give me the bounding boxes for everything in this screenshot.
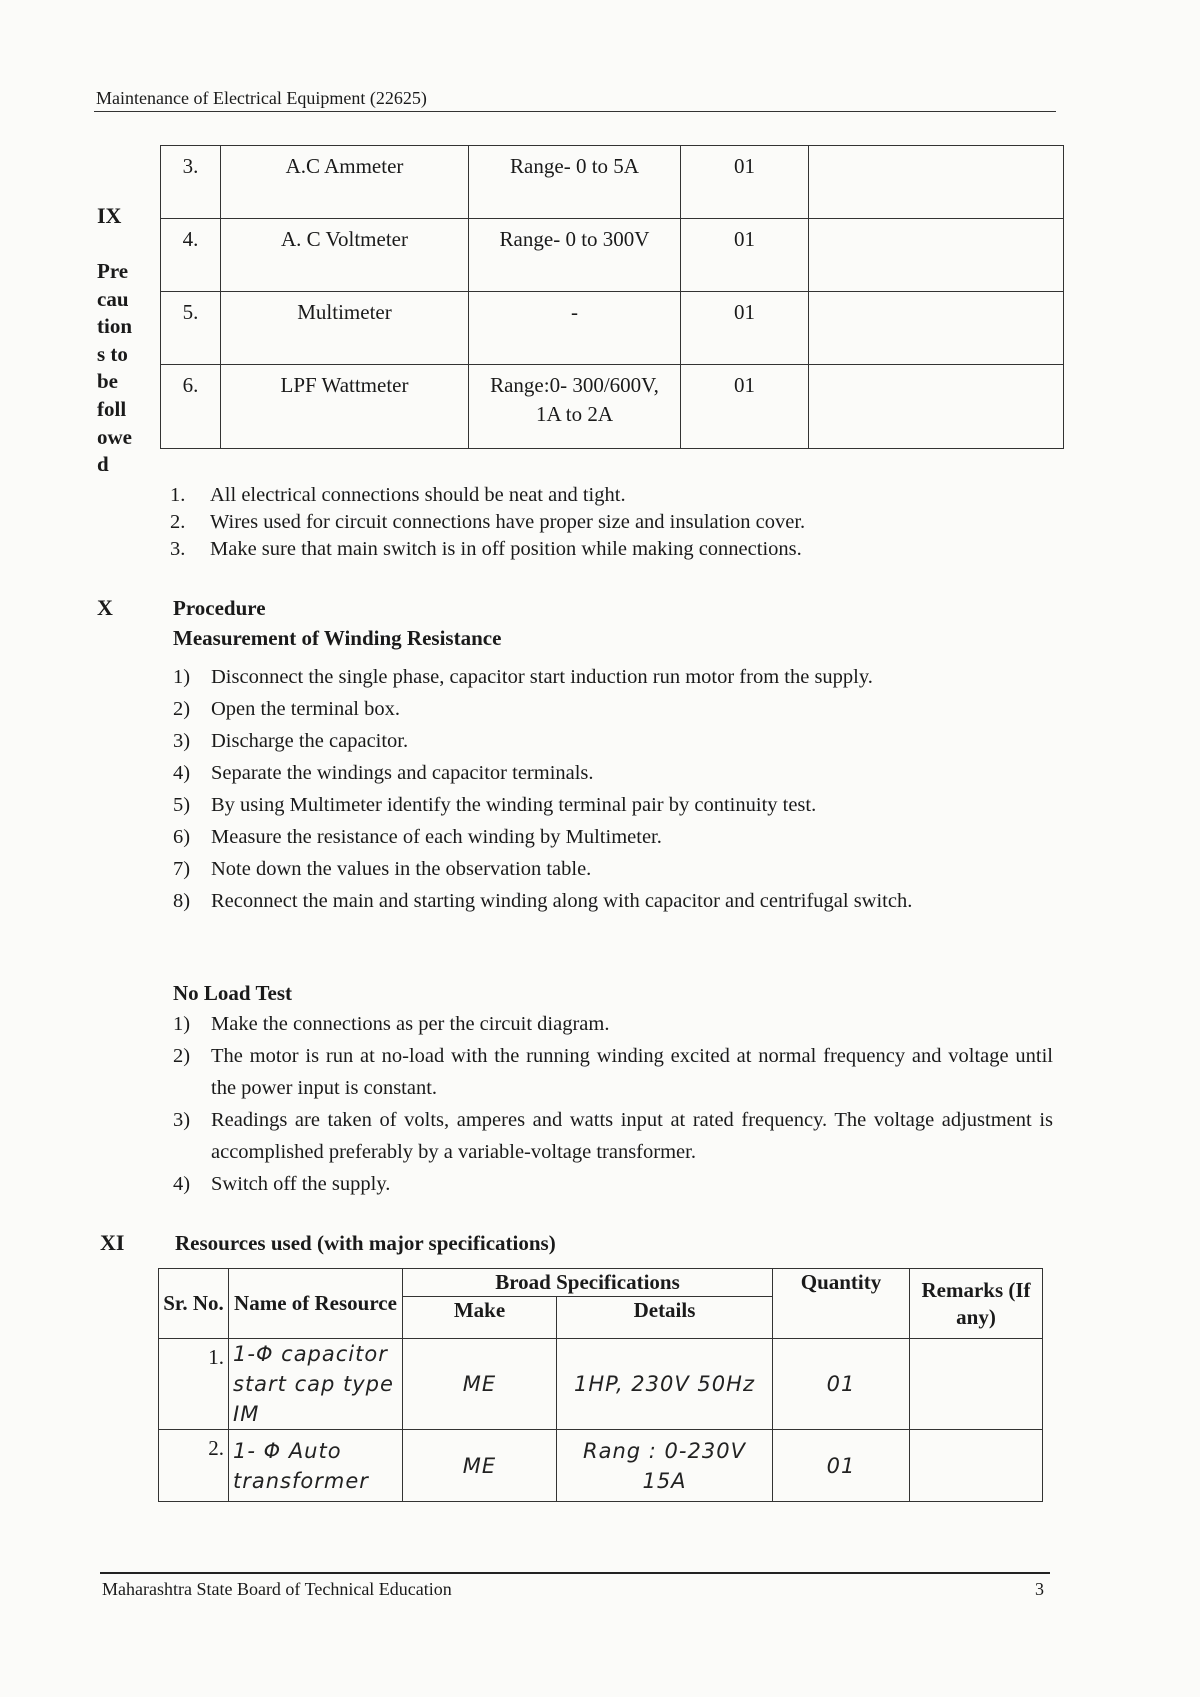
remarks-cell [910, 1339, 1043, 1430]
page-header-title: Maintenance of Electrical Equipment (22625) [96, 88, 427, 108]
sr-cell: 4. [161, 219, 221, 292]
quantity-cell: 01 [773, 1430, 910, 1502]
resource-name-cell: 1-Φ capacitor start cap type IM [229, 1339, 403, 1430]
list-item [173, 693, 1053, 725]
remarks-cell [809, 292, 1064, 365]
col-header-details: Details [557, 1297, 773, 1339]
step-number: 5) [173, 794, 191, 816]
sr-cell: 1. [159, 1339, 229, 1430]
quantity-cell: 01 [681, 146, 809, 219]
remarks-cell [809, 365, 1064, 449]
header-divider [94, 111, 1056, 112]
step-number: 6) [173, 826, 191, 848]
col-header-make: Make [403, 1297, 557, 1339]
no-load-test-heading: No Load Test [173, 981, 293, 1005]
step-number: 3) [173, 730, 191, 752]
list-item [173, 1008, 1053, 1040]
step-text: Separate the windings and capacitor terminals. [211, 762, 594, 784]
item-text: All electrical connections should be neat and tight. [210, 484, 626, 506]
resources-table [158, 1268, 1043, 1502]
step-number: 2) [173, 1045, 191, 1067]
make-cell: ME [403, 1339, 557, 1430]
item-number: 1. [170, 484, 186, 506]
list-item [173, 725, 1053, 757]
step-text: Readings are taken of volts, amperes and watts input at rated frequency. The voltage adjustment is accomplished preferably by a variable-voltage transformer. [211, 1109, 1053, 1163]
step-number: 2) [173, 698, 191, 720]
list-item [173, 757, 1053, 789]
col-header-name: Name of Resource [229, 1269, 403, 1339]
quantity-cell: 01 [773, 1339, 910, 1430]
equipment-name-cell: A. C Voltmeter [221, 219, 469, 292]
sr-cell: 5. [161, 292, 221, 365]
list-item [173, 789, 1053, 821]
step-number: 8) [173, 890, 191, 912]
heading-fragment: Pre [97, 259, 129, 283]
resource-name-cell: 1- Φ Auto transformer [229, 1430, 403, 1502]
section-number-ix: IX [97, 203, 122, 228]
quantity-cell: 01 [681, 219, 809, 292]
details-cell: 1HP, 230V 50Hz [557, 1339, 773, 1430]
item-text: Make sure that main switch is in off position while making connections. [210, 538, 802, 560]
winding-resistance-heading: Measurement of Winding Resistance [173, 626, 502, 650]
heading-fragment: s to [97, 341, 128, 366]
step-number: 7) [173, 858, 191, 880]
sr-cell: 2. [159, 1430, 229, 1502]
procedure-heading: Procedure [173, 596, 266, 620]
heading-fragment: tion [97, 314, 133, 339]
step-number: 4) [173, 1173, 191, 1195]
step-text: By using Multimeter identify the winding terminal pair by continuity test. [211, 794, 817, 816]
table-row [159, 1430, 1043, 1502]
winding-resistance-steps [173, 661, 1053, 917]
step-text: Discharge the capacitor. [211, 730, 409, 752]
table-header-row [159, 1269, 1043, 1297]
step-number: 4) [173, 762, 191, 784]
spec-cell: Range- 0 to 300V [469, 219, 681, 292]
equipment-name-cell: Multimeter [221, 292, 469, 365]
step-number: 1) [173, 1013, 191, 1035]
equipment-name-cell: A.C Ammeter [221, 146, 469, 219]
spec-cell: - [469, 292, 681, 365]
list-item [173, 853, 1053, 885]
table-row [161, 146, 1064, 219]
page-number: 3 [1035, 1579, 1044, 1599]
list-item [173, 1104, 1053, 1168]
sr-cell: 6. [161, 365, 221, 449]
col-header-quantity: Quantity [773, 1269, 910, 1339]
list-item [173, 661, 1053, 693]
step-text: Switch off the supply. [211, 1173, 391, 1195]
list-item [170, 538, 970, 565]
step-text: Disconnect the single phase, capacitor start induction run motor from the supply. [211, 666, 873, 688]
step-text: Open the terminal box. [211, 698, 401, 720]
footer-organization: Maharashtra State Board of Technical Education [102, 1579, 452, 1599]
heading-fragment: be [97, 369, 118, 394]
remarks-cell [809, 219, 1064, 292]
spec-cell: Range:0- 300/600V, 1A to 2A [469, 365, 681, 449]
equipment-table [160, 145, 1064, 449]
precautions-list [170, 484, 970, 565]
list-item [173, 1168, 1053, 1200]
item-number: 2. [170, 511, 186, 533]
heading-fragment: foll [97, 396, 127, 421]
table-row [159, 1339, 1043, 1430]
step-number: 1) [173, 666, 191, 688]
step-text: Reconnect the main and starting winding along with capacitor and centrifugal switch. [211, 890, 913, 912]
no-load-test-steps [173, 1008, 1053, 1200]
col-header-sr: Sr. No. [159, 1269, 229, 1339]
resources-heading: Resources used (with major specifications) [175, 1231, 556, 1255]
quantity-cell: 01 [681, 292, 809, 365]
quantity-cell: 01 [681, 365, 809, 449]
footer-divider [100, 1572, 1050, 1574]
heading-fragment: d [97, 452, 109, 477]
list-item [170, 484, 970, 511]
remarks-cell [809, 146, 1064, 219]
list-item [173, 885, 1053, 917]
col-header-broad-specs: Broad Specifications [403, 1269, 773, 1297]
remarks-cell [910, 1430, 1043, 1502]
step-text: Note down the values in the observation table. [211, 858, 592, 880]
table-row [161, 365, 1064, 449]
make-cell: ME [403, 1430, 557, 1502]
sr-cell: 3. [161, 146, 221, 219]
step-text: Make the connections as per the circuit diagram. [211, 1013, 610, 1035]
item-text: Wires used for circuit connections have proper size and insulation cover. [210, 511, 806, 533]
step-number: 3) [173, 1109, 191, 1131]
section-number-xi: XI [100, 1230, 125, 1255]
col-header-remarks: Remarks (If any) [910, 1269, 1043, 1339]
details-cell: Rang : 0-230V 15A [557, 1430, 773, 1502]
step-text: Measure the resistance of each winding by Multimeter. [211, 826, 662, 848]
equipment-name-cell: LPF Wattmeter [221, 365, 469, 449]
section-number-x: X [97, 595, 113, 620]
list-item [173, 1040, 1053, 1104]
precautions-heading [97, 258, 147, 479]
heading-fragment: owe [97, 424, 132, 449]
list-item [170, 511, 970, 538]
table-row [161, 219, 1064, 292]
spec-cell: Range- 0 to 5A [469, 146, 681, 219]
list-item [173, 821, 1053, 853]
item-number: 3. [170, 538, 186, 560]
table-row [161, 292, 1064, 365]
step-text: The motor is run at no-load with the running winding excited at normal frequency and voltage until the power input is constant. [211, 1045, 1053, 1099]
heading-fragment: cau [97, 286, 129, 311]
